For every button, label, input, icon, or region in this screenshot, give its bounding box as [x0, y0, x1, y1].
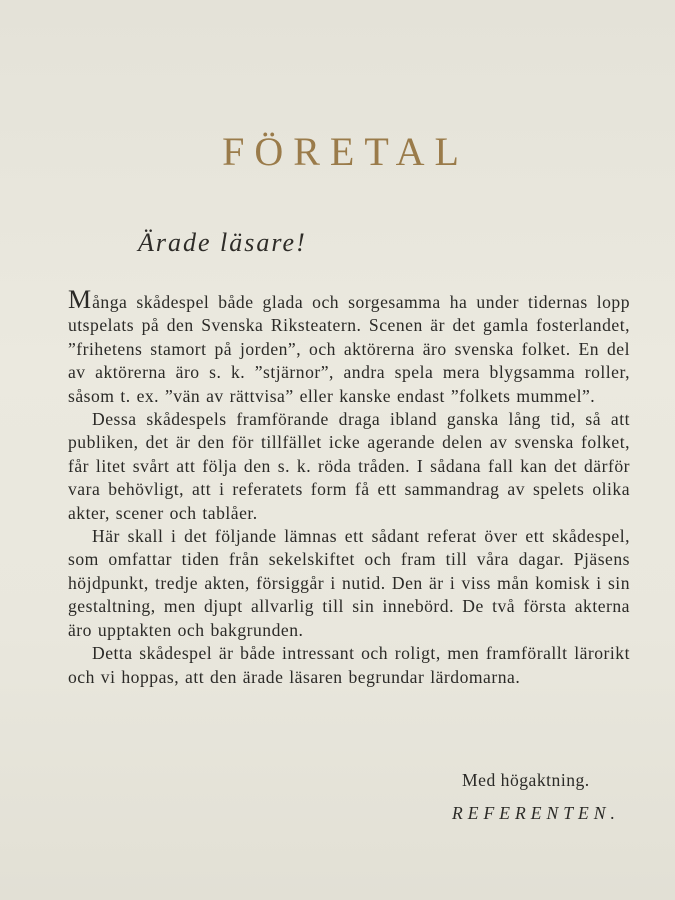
paragraph-text: ånga skådespel både glada och sorgesamma ha under tidernas lopp utspelats på den Svenska Riksteatern. Scenen är det gamla fosterlandet, ”frihetens stamort på jorden”, och aktörerna äro svenska folket. En del av aktörerna äro s. k. ”stjärnor”, andra spela mera blygsamma roller, såsom t. ex. ”vän av rättvisa” eller kanske endast ”folkets mummel”. [68, 292, 630, 406]
body-text [68, 285, 630, 689]
salutation: Ärade läsare! [138, 228, 307, 257]
closing-line: Med högaktning. [462, 770, 590, 790]
paragraph: Dessa skådespels framförande draga ibland ganska lång tid, så att publiken, det är den för tillfället icke agerande delen av svenska folket, får litet svårt att följa den s. k. röda tråden. I sådana fall kan det därför vara behövligt, att i referatets form få ett sammandrag av spelets olika akter, scener och tablåer. [68, 409, 630, 523]
drop-cap: M [68, 285, 93, 314]
paragraph [68, 285, 630, 408]
page-title: FÖRETAL [222, 129, 469, 174]
signature: REFERENTEN. [452, 803, 620, 823]
paragraph: Detta skådespel är både intressant och roligt, men framförallt lärorikt och vi hoppas, att den ärade läsaren begrundar lärdomarna. [68, 643, 630, 687]
paragraph: Här skall i det följande lämnas ett sådant referat över ett skådespel, som omfattar tiden från sekelskiftet och fram till våra dagar. Pjäsens höjdpunkt, tredje akten, försiggår i nutid. Den är i viss mån komisk i sin gestaltning, men djupt allvarlig till sin innebörd. De två första akterna äro upptakten och bakgrunden. [68, 526, 630, 640]
